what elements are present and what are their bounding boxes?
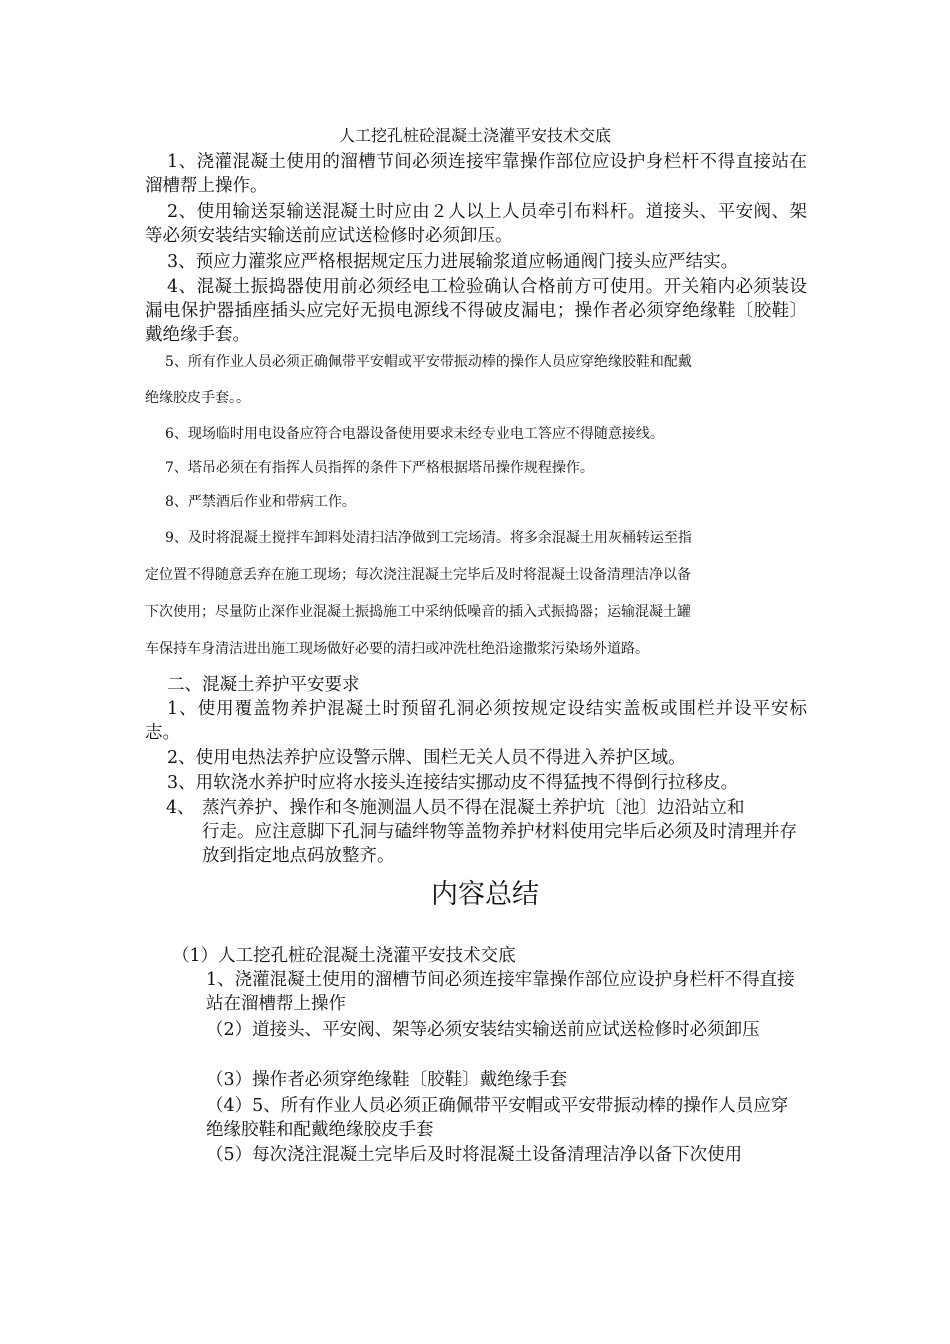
section1-paragraph-9-line-1: 9、及时将混凝土搅拌车卸料处清扫洁净做到工完场清。将多余混凝土用灰桶转运至指 [165,530,692,546]
section1-paragraph-4: 4、混凝土振捣器使用前必须经电工检验确认合格前方可使用。开关箱内必须装设漏电保护器插座插头应完好无损电源线不得破皮漏电；操作者必须穿绝缘鞋〔胶鞋〕戴绝缘手套。 [145,277,807,345]
section1-paragraph-7: 7、塔吊必须在有指挥人员指挥的条件下严格根据塔吊操作规程操作。 [165,460,594,476]
section1-paragraph-9-line-3: 下次使用；尽量防止深作业混凝土振捣施工中采纳低噪音的插入式振捣器；运输混凝土罐 [145,604,691,620]
section1-paragraph-2: 2、使用输送泵输送混凝土时应由２人以上人员牵引布料杆。道接头、平安阀、架等必须安装结实输送前应试送检修时必须卸压。 [145,202,807,246]
summary-heading: （1）人工挖孔桩砼混凝土浇灌平安技术交底 [172,946,516,966]
section2-heading: 二、混凝土养护平安要求 [167,675,360,695]
summary-item-4: （4）5、所有作业人员必须正确佩带平安帽或平安带振动棒的操作人员应穿绝缘胶鞋和配戴绝缘胶皮手套 [206,1096,789,1140]
summary-item-3: （3）操作者必须穿绝缘鞋〔胶鞋〕戴绝缘手套 [206,1070,568,1090]
section1-paragraph-5-line-1: 5、所有作业人员必须正确佩带平安帽或平安带振动棒的操作人员应穿绝缘胶鞋和配戴 [165,354,692,370]
section2-paragraph-4-text: 蒸汽养护、操作和冬施测温人员不得在混凝土养护坑〔池〕边沿站立和 [202,798,745,818]
summary-item-2: （2）道接头、平安阀、架等必须安装结实输送前应试送检修时必须卸压 [206,1020,760,1040]
section1-paragraph-1: 1、浇灌混凝土使用的溜槽节间必须连接牢靠操作部位应设护身栏杆不得直接站在溜槽帮上操作。 [145,152,807,196]
section2-paragraph-4-number: 4、 [166,798,195,818]
section1-paragraph-8: 8、严禁酒后作业和带病工作。 [165,494,356,510]
section2-paragraph-4-continuation: 行走。应注意脚下孔洞与磕绊物等盖物养护材料使用完毕后必须及时清理并存放到指定地点码放整齐。 [202,822,797,866]
section1-paragraph-9-line-4: 车保持车身清洁进出施工现场做好必要的清扫或冲洗杜绝沿途撒浆污染场外道路。 [145,641,649,657]
section1-paragraph-3: 3、预应力灌浆应严格根据规定压力进展输浆道应畅通阀门接头应严结实。 [167,252,739,272]
section1-paragraph-5-line-2: 绝缘胶皮手套。。 [145,390,250,406]
summary-title: 内容总结 [431,879,539,910]
section2-paragraph-1: 1、使用覆盖物养护混凝土时预留孔洞必须按规定设结实盖板或围栏并设平安标志。 [145,699,807,743]
section1-paragraph-6: 6、现场临时用电设备应符合电器设备使用要求未经专业电工答应不得随意接线。 [165,426,664,442]
summary-item-1: 1、浇灌混凝土使用的溜槽节间必须连接牢靠操作部位应设护身栏杆不得直接站在溜槽帮上操作 [206,970,795,1014]
document-title: 人工挖孔桩砼混凝土浇灌平安技术交底 [338,126,611,145]
section1-paragraph-9-line-2: 定位置不得随意丢弃在施工现场；每次浇注混凝土完毕后及时将混凝土设备清理洁净以备 [145,567,691,583]
summary-item-5: （5）每次浇注混凝土完毕后及时将混凝土设备清理洁净以备下次使用 [206,1145,743,1165]
section2-paragraph-2: 2、使用电热法养护应设警示牌、围栏无关人员不得进入养护区域。 [167,748,686,768]
section2-paragraph-3: 3、用软浇水养护时应将水接头连接结实挪动皮不得猛拽不得倒行拉移皮。 [167,773,739,793]
section2-paragraph-4 [166,796,802,868]
